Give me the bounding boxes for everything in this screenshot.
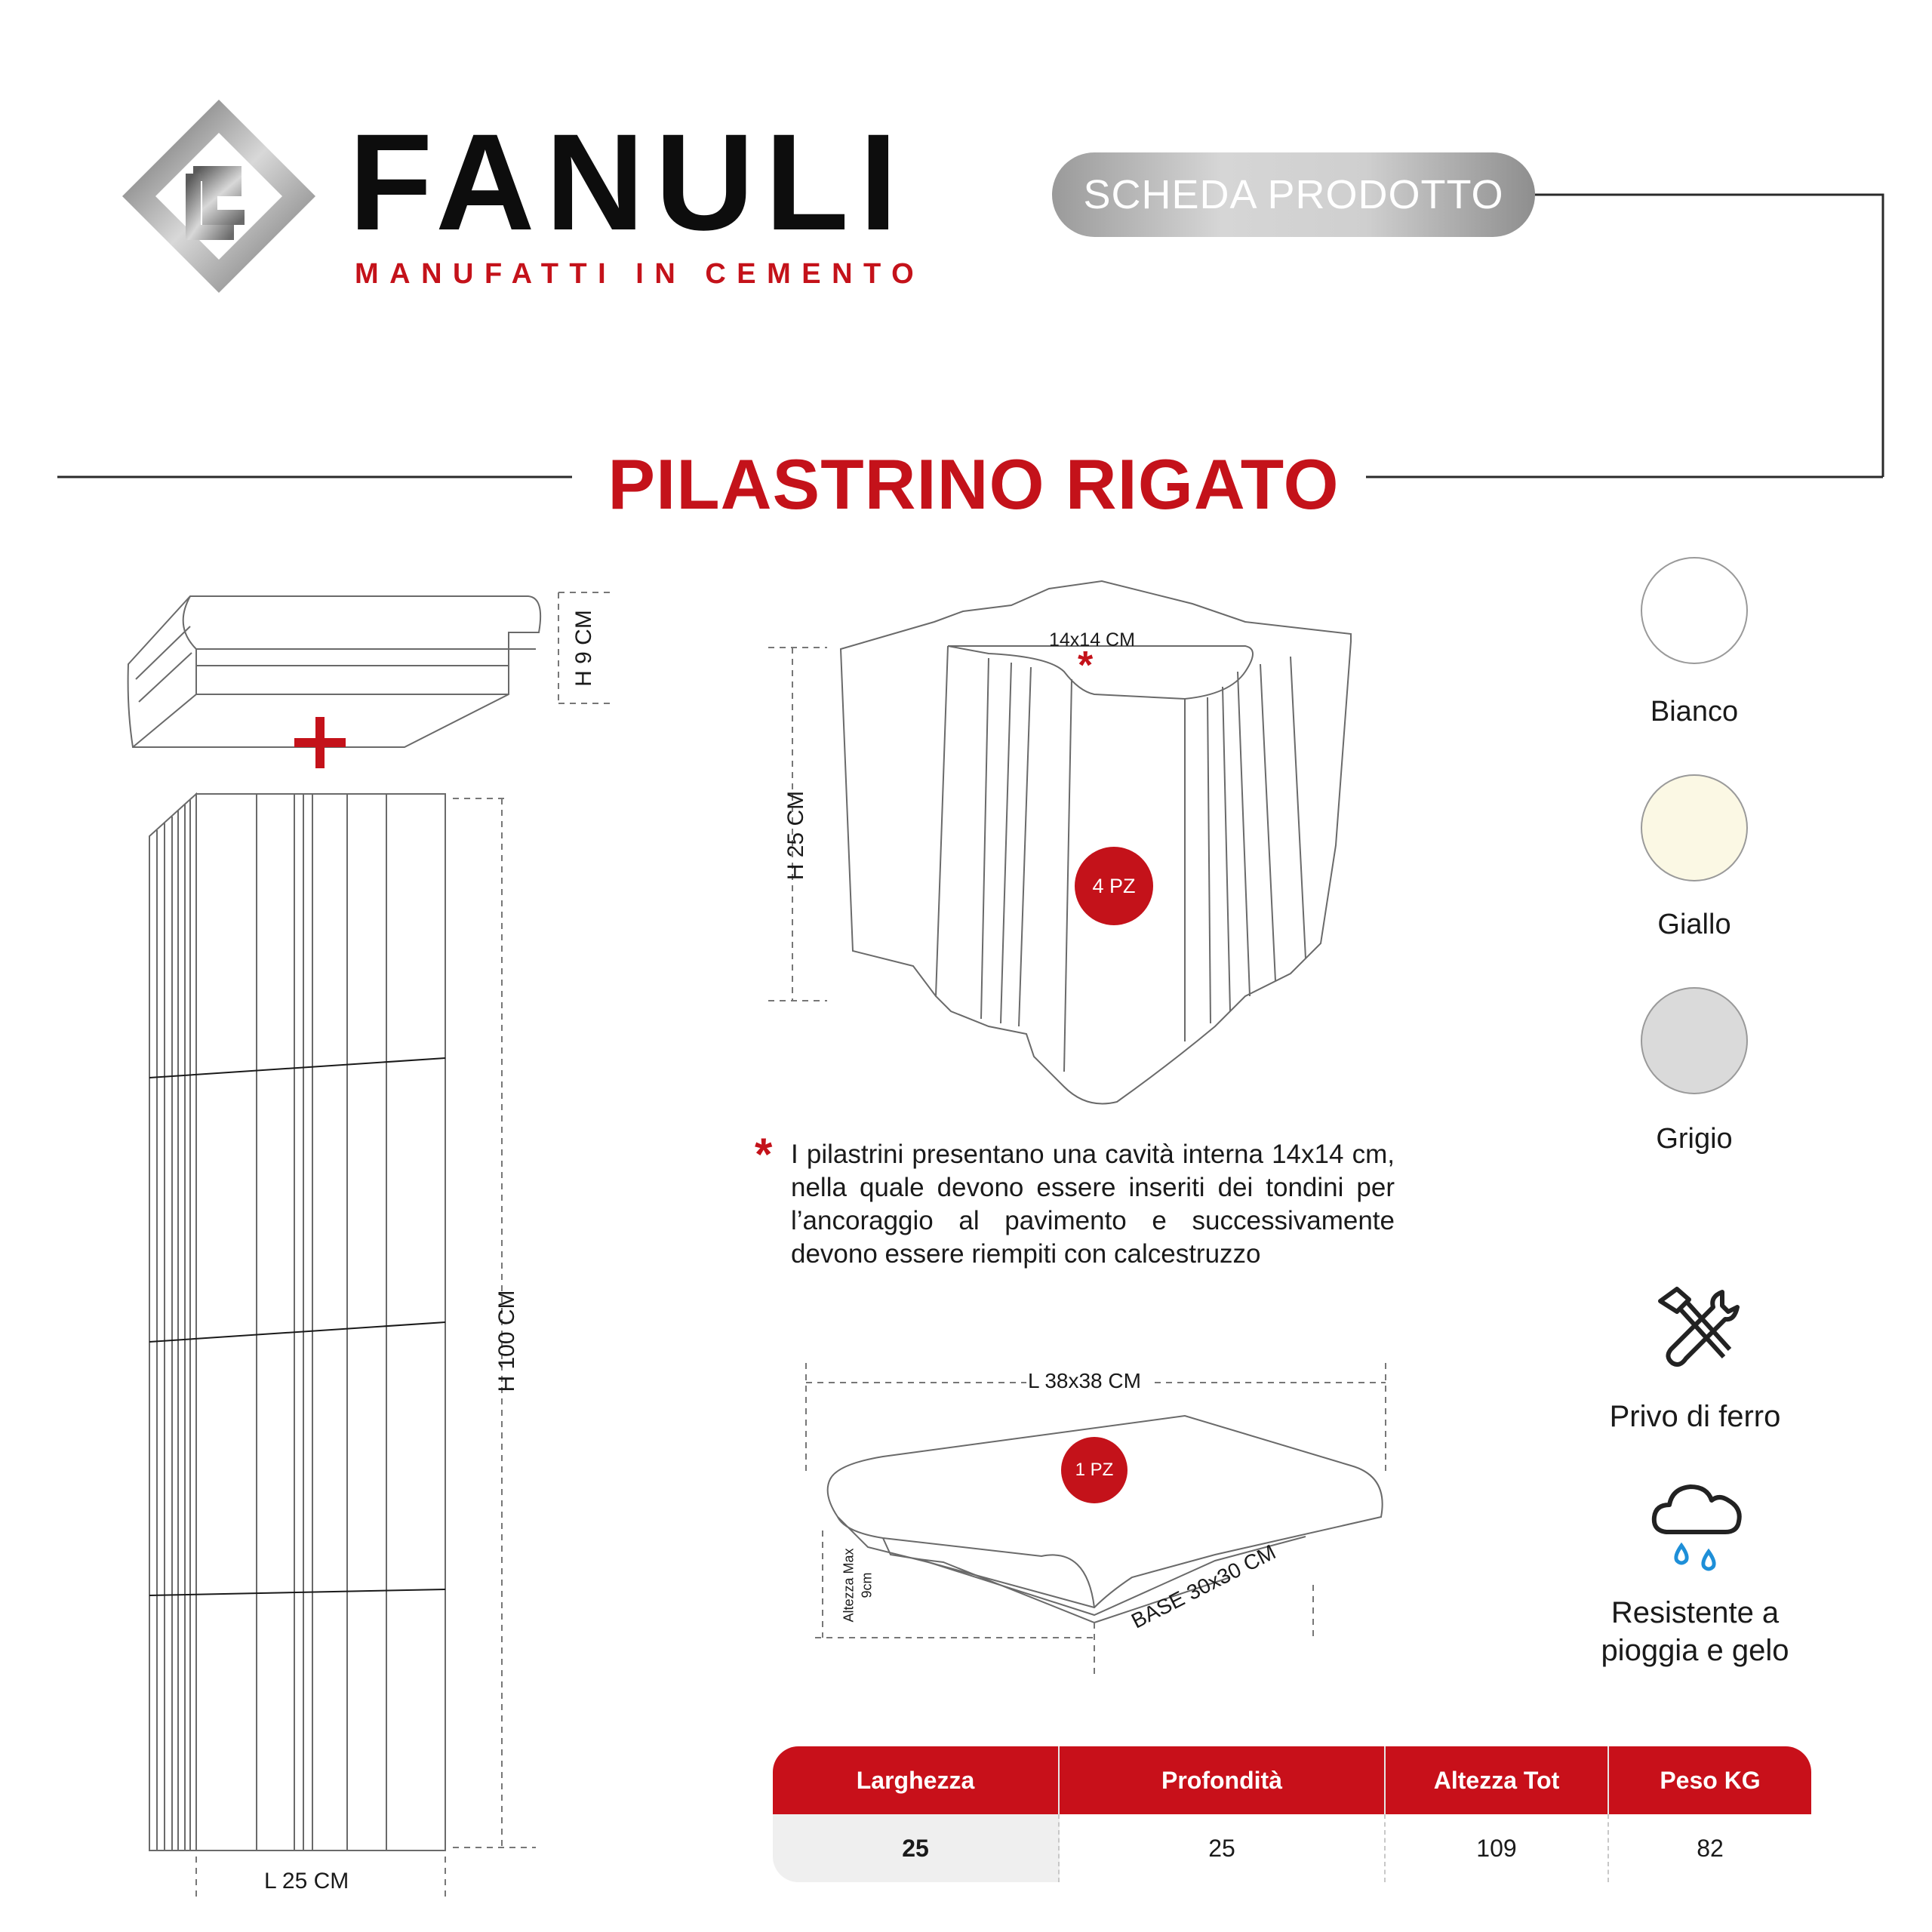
color-label-grigio: Grigio bbox=[1656, 1123, 1733, 1155]
scheda-prodotto-badge: SCHEDA PRODOTTO bbox=[1052, 152, 1535, 237]
top-max-height-label-line2: 9cm bbox=[859, 1572, 875, 1598]
fanuli-diamond-logo-icon bbox=[121, 98, 317, 294]
column-height-label: H 100 CM bbox=[494, 1290, 519, 1392]
value-peso-kg: 82 bbox=[1697, 1834, 1724, 1862]
top-length-label: L 38x38 CM bbox=[1028, 1369, 1141, 1392]
top-base-label: BASE 30x30 CM bbox=[1128, 1540, 1280, 1633]
column-width-label: L 25 CM bbox=[264, 1869, 349, 1894]
block-height-label: H 25 CM bbox=[783, 790, 808, 881]
feature-label-resistente-line1: Resistente a bbox=[1611, 1596, 1780, 1629]
block-pieces-badge: 4 PZ bbox=[1075, 847, 1153, 925]
table-row bbox=[773, 1814, 1811, 1882]
value-larghezza: 25 bbox=[773, 1814, 1060, 1882]
column-drawing bbox=[113, 581, 641, 1909]
color-label-giallo: Giallo bbox=[1657, 909, 1731, 940]
color-label-bianco: Bianco bbox=[1650, 696, 1739, 728]
header-larghezza: Larghezza bbox=[773, 1746, 1060, 1814]
cap-height-label: H 9 CM bbox=[571, 610, 596, 687]
feature-label-resistente-line2: pioggia e gelo bbox=[1601, 1634, 1789, 1667]
cavity-asterisk-icon: * bbox=[1078, 644, 1094, 688]
value-altezza-tot: 109 bbox=[1386, 1814, 1609, 1882]
value-profondita: 25 bbox=[1060, 1814, 1386, 1882]
hammer-wrench-icon bbox=[1650, 1284, 1740, 1369]
block-cavity-label: 14x14 CM bbox=[1049, 629, 1135, 651]
header-altezza-tot: Altezza Tot bbox=[1386, 1746, 1609, 1814]
header-peso-kg: Peso KG bbox=[1660, 1766, 1761, 1794]
spec-table-header bbox=[773, 1746, 1811, 1814]
block-drawing bbox=[762, 574, 1366, 1117]
color-swatch-grigio bbox=[1641, 987, 1748, 1094]
plus-icon bbox=[294, 717, 346, 768]
product-title: PILASTRINO RIGATO bbox=[608, 445, 1340, 524]
spec-table bbox=[773, 1746, 1811, 1882]
brand-name: FANULI bbox=[349, 105, 909, 259]
top-max-height-label-line1: Altezza Max bbox=[841, 1548, 857, 1623]
brand-tagline: MANUFATTI IN CEMENTO bbox=[355, 258, 925, 290]
note-asterisk-icon: * bbox=[755, 1129, 773, 1180]
cavity-note: I pilastrini presentano una cavità interna 14x14 cm, nella quale devono essere inseriti dei tondini per l’ancoraggio al pavimento e successivamente devono essere riempiti con calcestruzzo bbox=[791, 1140, 1395, 1269]
feature-label-privo-di-ferro: Privo di ferro bbox=[1609, 1400, 1781, 1433]
color-swatch-giallo bbox=[1641, 774, 1748, 881]
color-swatch-bianco bbox=[1641, 557, 1748, 664]
rain-cloud-icon bbox=[1650, 1482, 1745, 1576]
header-profondita: Profondità bbox=[1060, 1746, 1386, 1814]
top-pieces-badge: 1 PZ bbox=[1061, 1437, 1128, 1503]
top-drawing bbox=[792, 1358, 1411, 1683]
